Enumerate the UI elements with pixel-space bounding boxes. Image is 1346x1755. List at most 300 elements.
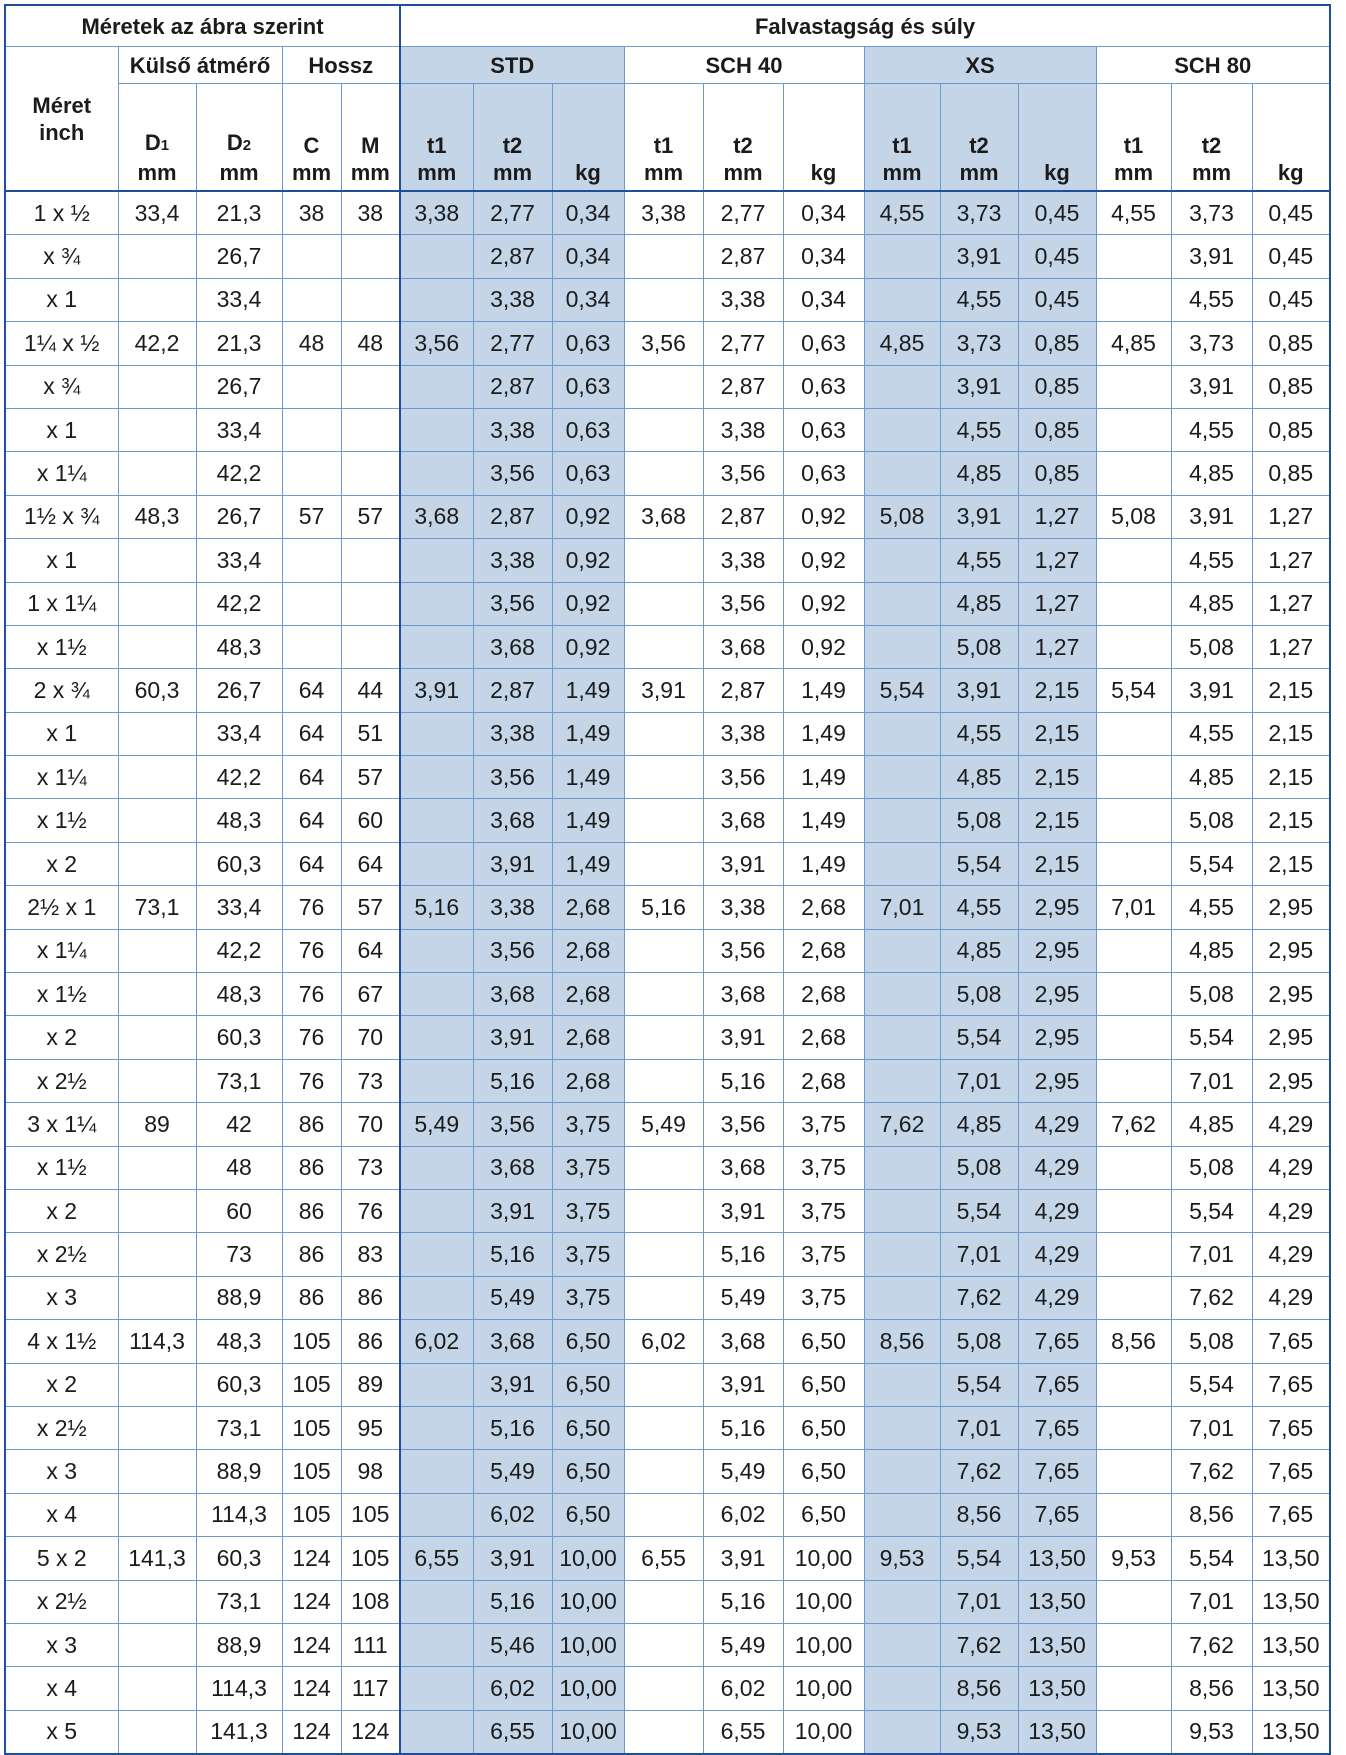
cell-sch80-kg: 1,27 bbox=[1252, 539, 1330, 582]
cell-xs-t1 bbox=[864, 235, 940, 278]
cell-xs-t2: 3,91 bbox=[940, 495, 1018, 538]
cell-sch40-kg: 0,63 bbox=[783, 322, 864, 365]
cell-size: x 3 bbox=[5, 1276, 118, 1319]
cell-std-t1 bbox=[400, 1363, 473, 1406]
cell-xs-t1 bbox=[864, 712, 940, 755]
cell-size: x 2½ bbox=[5, 1406, 118, 1449]
cell-sch40-t1 bbox=[624, 408, 703, 451]
table-row bbox=[5, 539, 1330, 582]
cell-std-t1 bbox=[400, 1406, 473, 1449]
cell-d1 bbox=[118, 1363, 196, 1406]
cell-std-t1 bbox=[400, 1016, 473, 1059]
cell-sch80-kg: 2,15 bbox=[1252, 712, 1330, 755]
cell-c: 76 bbox=[282, 973, 341, 1016]
cell-std-t1 bbox=[400, 1276, 473, 1319]
cell-std-kg: 0,63 bbox=[552, 452, 624, 495]
cell-xs-kg: 13,50 bbox=[1018, 1537, 1096, 1580]
cell-d2: 33,4 bbox=[196, 539, 282, 582]
cell-sch80-t2: 4,85 bbox=[1171, 929, 1252, 972]
cell-std-t2: 3,38 bbox=[473, 278, 552, 321]
cell-size: 4 x 1½ bbox=[5, 1320, 118, 1363]
cell-sch80-kg: 4,29 bbox=[1252, 1146, 1330, 1189]
cell-sch40-kg: 10,00 bbox=[783, 1537, 864, 1580]
cell-std-t1: 5,16 bbox=[400, 886, 473, 929]
cell-d1 bbox=[118, 539, 196, 582]
cell-xs-t2: 4,85 bbox=[940, 1103, 1018, 1146]
cell-sch80-t2: 5,54 bbox=[1171, 1363, 1252, 1406]
cell-sch80-t1 bbox=[1096, 842, 1171, 885]
cell-sch80-kg: 2,15 bbox=[1252, 669, 1330, 712]
cell-xs-t2: 4,85 bbox=[940, 582, 1018, 625]
cell-size: x 1¼ bbox=[5, 929, 118, 972]
cell-sch40-kg: 6,50 bbox=[783, 1363, 864, 1406]
table-row bbox=[5, 322, 1330, 365]
table-row bbox=[5, 365, 1330, 408]
cell-sch40-t2: 3,91 bbox=[703, 842, 783, 885]
cell-d1 bbox=[118, 842, 196, 885]
cell-sch40-t1 bbox=[624, 235, 703, 278]
cell-d1 bbox=[118, 1233, 196, 1276]
cell-d2: 48,3 bbox=[196, 625, 282, 668]
cell-d2: 42,2 bbox=[196, 452, 282, 495]
cell-sch80-kg: 2,95 bbox=[1252, 1016, 1330, 1059]
table-row bbox=[5, 973, 1330, 1016]
cell-m: 108 bbox=[341, 1580, 400, 1623]
table-row bbox=[5, 408, 1330, 451]
cell-sch40-t1 bbox=[624, 1406, 703, 1449]
cell-std-t2: 5,46 bbox=[473, 1623, 552, 1666]
cell-xs-t1 bbox=[864, 929, 940, 972]
cell-std-t1 bbox=[400, 1580, 473, 1623]
cell-size: 3 x 1¼ bbox=[5, 1103, 118, 1146]
cell-sch40-kg: 3,75 bbox=[783, 1146, 864, 1189]
cell-xs-t1: 5,08 bbox=[864, 495, 940, 538]
cell-sch80-t2: 3,91 bbox=[1171, 365, 1252, 408]
cell-xs-t1: 9,53 bbox=[864, 1537, 940, 1580]
cell-std-kg: 10,00 bbox=[552, 1667, 624, 1710]
cell-sch40-t1 bbox=[624, 712, 703, 755]
cell-std-t2: 2,87 bbox=[473, 365, 552, 408]
cell-sch80-kg: 2,95 bbox=[1252, 886, 1330, 929]
cell-m: 105 bbox=[341, 1493, 400, 1536]
cell-sch40-kg: 2,68 bbox=[783, 886, 864, 929]
cell-std-t2: 3,38 bbox=[473, 408, 552, 451]
cell-sch40-t2: 3,56 bbox=[703, 929, 783, 972]
cell-c: 57 bbox=[282, 495, 341, 538]
cell-d1 bbox=[118, 408, 196, 451]
cell-sch40-t2: 3,38 bbox=[703, 278, 783, 321]
cell-m: 44 bbox=[341, 669, 400, 712]
cell-m: 70 bbox=[341, 1103, 400, 1146]
table-row bbox=[5, 235, 1330, 278]
cell-std-t1 bbox=[400, 1623, 473, 1666]
cell-d2: 114,3 bbox=[196, 1493, 282, 1536]
cell-sch80-t1: 9,53 bbox=[1096, 1537, 1171, 1580]
cell-sch80-kg: 2,95 bbox=[1252, 1059, 1330, 1102]
cell-sch40-t2: 3,38 bbox=[703, 712, 783, 755]
cell-xs-t1 bbox=[864, 278, 940, 321]
cell-std-t1 bbox=[400, 1189, 473, 1232]
cell-sch80-t1 bbox=[1096, 1016, 1171, 1059]
cell-d1: 89 bbox=[118, 1103, 196, 1146]
cell-sch80-t1: 7,62 bbox=[1096, 1103, 1171, 1146]
cell-xs-t2: 7,62 bbox=[940, 1450, 1018, 1493]
cell-d2: 26,7 bbox=[196, 365, 282, 408]
cell-sch40-kg: 2,68 bbox=[783, 1059, 864, 1102]
cell-sch40-t1 bbox=[624, 452, 703, 495]
header-xs-t1: t1 mm bbox=[864, 84, 940, 192]
cell-d2: 60,3 bbox=[196, 1363, 282, 1406]
header-std-t2: t2 mm bbox=[473, 84, 552, 192]
cell-xs-t2: 4,55 bbox=[940, 278, 1018, 321]
cell-d1: 33,4 bbox=[118, 191, 196, 235]
cell-std-kg: 10,00 bbox=[552, 1580, 624, 1623]
table-row bbox=[5, 452, 1330, 495]
cell-sch80-t2: 7,62 bbox=[1171, 1450, 1252, 1493]
cell-m: 76 bbox=[341, 1189, 400, 1232]
cell-sch80-t1 bbox=[1096, 1580, 1171, 1623]
cell-std-kg: 2,68 bbox=[552, 1016, 624, 1059]
header-c: C mm bbox=[282, 84, 341, 192]
cell-xs-t2: 3,73 bbox=[940, 322, 1018, 365]
cell-sch80-t2: 3,91 bbox=[1171, 235, 1252, 278]
cell-size: 2½ x 1 bbox=[5, 886, 118, 929]
header-d2: D2 mm bbox=[196, 84, 282, 192]
cell-std-t2: 5,16 bbox=[473, 1406, 552, 1449]
cell-sch40-t2: 5,49 bbox=[703, 1623, 783, 1666]
cell-sch80-t2: 4,85 bbox=[1171, 1103, 1252, 1146]
cell-sch40-kg: 1,49 bbox=[783, 669, 864, 712]
cell-sch80-kg: 7,65 bbox=[1252, 1363, 1330, 1406]
cell-xs-t1 bbox=[864, 1146, 940, 1189]
cell-std-t1 bbox=[400, 929, 473, 972]
cell-d2: 60,3 bbox=[196, 842, 282, 885]
cell-m bbox=[341, 452, 400, 495]
cell-d2: 114,3 bbox=[196, 1667, 282, 1710]
cell-std-t1 bbox=[400, 625, 473, 668]
cell-xs-t1: 7,62 bbox=[864, 1103, 940, 1146]
cell-sch80-t2: 4,55 bbox=[1171, 539, 1252, 582]
cell-xs-kg: 0,85 bbox=[1018, 365, 1096, 408]
cell-sch80-kg: 7,65 bbox=[1252, 1406, 1330, 1449]
header-sch40-t1: t1 mm bbox=[624, 84, 703, 192]
table-row bbox=[5, 1667, 1330, 1710]
cell-xs-t1: 5,54 bbox=[864, 669, 940, 712]
cell-d2: 42 bbox=[196, 1103, 282, 1146]
cell-sch40-kg: 2,68 bbox=[783, 929, 864, 972]
cell-xs-kg: 0,45 bbox=[1018, 278, 1096, 321]
cell-xs-kg: 0,45 bbox=[1018, 191, 1096, 235]
cell-std-kg: 6,50 bbox=[552, 1320, 624, 1363]
cell-std-kg: 6,50 bbox=[552, 1406, 624, 1449]
header-std-kg: kg bbox=[552, 84, 624, 192]
cell-size: x 1 bbox=[5, 278, 118, 321]
cell-size: 1¼ x ½ bbox=[5, 322, 118, 365]
cell-size: x 1 bbox=[5, 539, 118, 582]
cell-sch80-t1 bbox=[1096, 1493, 1171, 1536]
cell-d1 bbox=[118, 712, 196, 755]
cell-sch80-t2: 5,54 bbox=[1171, 842, 1252, 885]
cell-xs-kg: 13,50 bbox=[1018, 1623, 1096, 1666]
cell-size: x 3 bbox=[5, 1450, 118, 1493]
cell-xs-t1 bbox=[864, 1059, 940, 1102]
table-row bbox=[5, 495, 1330, 538]
cell-std-t2: 3,68 bbox=[473, 1146, 552, 1189]
cell-std-kg: 1,49 bbox=[552, 669, 624, 712]
table-row bbox=[5, 1233, 1330, 1276]
cell-std-t2: 3,38 bbox=[473, 539, 552, 582]
cell-sch80-t2: 4,55 bbox=[1171, 886, 1252, 929]
cell-xs-t1: 8,56 bbox=[864, 1320, 940, 1363]
cell-c: 64 bbox=[282, 799, 341, 842]
cell-sch40-kg: 1,49 bbox=[783, 799, 864, 842]
cell-sch40-t1 bbox=[624, 1580, 703, 1623]
cell-xs-t2: 4,85 bbox=[940, 929, 1018, 972]
cell-sch40-kg: 10,00 bbox=[783, 1623, 864, 1666]
cell-sch80-kg: 0,45 bbox=[1252, 278, 1330, 321]
header-sch80-t2: t2 mm bbox=[1171, 84, 1252, 192]
cell-m: 48 bbox=[341, 322, 400, 365]
cell-std-t2: 2,87 bbox=[473, 495, 552, 538]
cell-d2: 42,2 bbox=[196, 929, 282, 972]
cell-c bbox=[282, 235, 341, 278]
cell-std-kg: 1,49 bbox=[552, 756, 624, 799]
cell-d1 bbox=[118, 1406, 196, 1449]
cell-size: x ¾ bbox=[5, 235, 118, 278]
cell-sch80-kg: 2,15 bbox=[1252, 799, 1330, 842]
cell-std-kg: 0,63 bbox=[552, 408, 624, 451]
cell-sch40-kg: 0,63 bbox=[783, 365, 864, 408]
cell-sch80-kg: 1,27 bbox=[1252, 625, 1330, 668]
cell-c: 38 bbox=[282, 191, 341, 235]
cell-size: x 2 bbox=[5, 1189, 118, 1232]
cell-d2: 60,3 bbox=[196, 1537, 282, 1580]
cell-sch80-kg: 1,27 bbox=[1252, 582, 1330, 625]
cell-sch40-t1 bbox=[624, 1146, 703, 1189]
header-size-unit: inch bbox=[39, 119, 85, 145]
cell-sch80-t2: 7,62 bbox=[1171, 1276, 1252, 1319]
cell-sch40-t2: 2,87 bbox=[703, 365, 783, 408]
table-row bbox=[5, 886, 1330, 929]
cell-c bbox=[282, 365, 341, 408]
cell-sch80-t2: 4,85 bbox=[1171, 756, 1252, 799]
cell-sch40-t2: 3,68 bbox=[703, 625, 783, 668]
cell-sch80-t1 bbox=[1096, 1233, 1171, 1276]
cell-std-t1 bbox=[400, 1233, 473, 1276]
cell-std-kg: 0,92 bbox=[552, 539, 624, 582]
cell-sch80-t1 bbox=[1096, 365, 1171, 408]
cell-std-t1 bbox=[400, 1667, 473, 1710]
cell-d2: 60,3 bbox=[196, 1016, 282, 1059]
table-row bbox=[5, 1493, 1330, 1536]
header-schedule-sch40: SCH 40 bbox=[624, 47, 864, 84]
cell-m: 73 bbox=[341, 1146, 400, 1189]
cell-size: x 1¼ bbox=[5, 756, 118, 799]
table-body bbox=[5, 191, 1330, 1754]
cell-size: x 1½ bbox=[5, 973, 118, 1016]
cell-sch80-t2: 3,73 bbox=[1171, 191, 1252, 235]
cell-d2: 21,3 bbox=[196, 191, 282, 235]
cell-std-kg: 10,00 bbox=[552, 1710, 624, 1754]
cell-sch40-t1: 5,49 bbox=[624, 1103, 703, 1146]
cell-sch80-t2: 5,54 bbox=[1171, 1016, 1252, 1059]
cell-std-t1: 3,38 bbox=[400, 191, 473, 235]
cell-d2: 73,1 bbox=[196, 1059, 282, 1102]
cell-xs-kg: 2,15 bbox=[1018, 669, 1096, 712]
cell-m: 86 bbox=[341, 1320, 400, 1363]
cell-sch40-kg: 6,50 bbox=[783, 1493, 864, 1536]
cell-d1 bbox=[118, 1667, 196, 1710]
cell-m: 51 bbox=[341, 712, 400, 755]
header-d1: D1 mm bbox=[118, 84, 196, 192]
cell-std-t1 bbox=[400, 973, 473, 1016]
cell-sch80-t1 bbox=[1096, 756, 1171, 799]
cell-m bbox=[341, 365, 400, 408]
cell-size: x 2 bbox=[5, 1016, 118, 1059]
cell-size: 5 x 2 bbox=[5, 1537, 118, 1580]
cell-d2: 48 bbox=[196, 1146, 282, 1189]
cell-std-t2: 6,02 bbox=[473, 1667, 552, 1710]
cell-size: 2 x ¾ bbox=[5, 669, 118, 712]
cell-d1 bbox=[118, 929, 196, 972]
cell-sch40-t1 bbox=[624, 1493, 703, 1536]
cell-std-t1 bbox=[400, 799, 473, 842]
cell-size: x 5 bbox=[5, 1710, 118, 1754]
cell-sch40-kg: 0,34 bbox=[783, 191, 864, 235]
cell-sch80-t1: 4,55 bbox=[1096, 191, 1171, 235]
cell-d2: 33,4 bbox=[196, 712, 282, 755]
table-row bbox=[5, 1103, 1330, 1146]
cell-d1: 114,3 bbox=[118, 1320, 196, 1363]
cell-std-t2: 3,91 bbox=[473, 1537, 552, 1580]
cell-sch40-t2: 5,16 bbox=[703, 1059, 783, 1102]
cell-d1 bbox=[118, 625, 196, 668]
cell-d2: 88,9 bbox=[196, 1623, 282, 1666]
cell-std-t2: 3,68 bbox=[473, 625, 552, 668]
cell-sch40-kg: 6,50 bbox=[783, 1450, 864, 1493]
cell-std-t1 bbox=[400, 1493, 473, 1536]
cell-sch40-kg: 0,92 bbox=[783, 625, 864, 668]
cell-sch40-kg: 10,00 bbox=[783, 1580, 864, 1623]
cell-sch80-t2: 5,54 bbox=[1171, 1189, 1252, 1232]
cell-sch80-t1 bbox=[1096, 1450, 1171, 1493]
cell-std-t1 bbox=[400, 582, 473, 625]
cell-d1 bbox=[118, 1016, 196, 1059]
cell-sch40-t1: 3,38 bbox=[624, 191, 703, 235]
cell-sch80-t2: 5,54 bbox=[1171, 1537, 1252, 1580]
table-header bbox=[5, 5, 1330, 191]
cell-size: x 2½ bbox=[5, 1233, 118, 1276]
cell-sch80-t1 bbox=[1096, 278, 1171, 321]
cell-d2: 48,3 bbox=[196, 1320, 282, 1363]
cell-size: x 1¼ bbox=[5, 452, 118, 495]
cell-sch80-t2: 5,08 bbox=[1171, 973, 1252, 1016]
cell-sch40-t1 bbox=[624, 1189, 703, 1232]
cell-sch80-t1 bbox=[1096, 1710, 1171, 1754]
cell-std-kg: 0,63 bbox=[552, 322, 624, 365]
cell-d2: 60 bbox=[196, 1189, 282, 1232]
cell-size: x 1½ bbox=[5, 625, 118, 668]
cell-xs-kg: 2,15 bbox=[1018, 842, 1096, 885]
header-length: Hossz bbox=[282, 47, 400, 84]
cell-sch80-kg: 2,15 bbox=[1252, 756, 1330, 799]
cell-m: 95 bbox=[341, 1406, 400, 1449]
cell-c: 105 bbox=[282, 1363, 341, 1406]
cell-sch80-t1: 7,01 bbox=[1096, 886, 1171, 929]
cell-xs-kg: 2,95 bbox=[1018, 886, 1096, 929]
cell-std-kg: 0,92 bbox=[552, 582, 624, 625]
cell-sch80-t1 bbox=[1096, 1059, 1171, 1102]
cell-sch80-kg: 0,85 bbox=[1252, 408, 1330, 451]
cell-std-t1 bbox=[400, 278, 473, 321]
cell-std-t2: 3,91 bbox=[473, 1363, 552, 1406]
cell-sch40-kg: 0,63 bbox=[783, 408, 864, 451]
cell-xs-t2: 5,08 bbox=[940, 1146, 1018, 1189]
cell-sch80-t1 bbox=[1096, 929, 1171, 972]
cell-std-t2: 2,77 bbox=[473, 191, 552, 235]
cell-m: 73 bbox=[341, 1059, 400, 1102]
cell-xs-t2: 4,85 bbox=[940, 452, 1018, 495]
cell-d2: 33,4 bbox=[196, 278, 282, 321]
cell-size: x 2 bbox=[5, 1363, 118, 1406]
header-schedule-xs: XS bbox=[864, 47, 1096, 84]
cell-sch40-t2: 3,56 bbox=[703, 582, 783, 625]
cell-std-t2: 2,87 bbox=[473, 669, 552, 712]
cell-std-kg: 6,50 bbox=[552, 1493, 624, 1536]
cell-std-t2: 2,87 bbox=[473, 235, 552, 278]
cell-xs-t1 bbox=[864, 799, 940, 842]
cell-sch40-t1: 3,56 bbox=[624, 322, 703, 365]
cell-xs-t2: 7,01 bbox=[940, 1233, 1018, 1276]
cell-sch80-t1 bbox=[1096, 799, 1171, 842]
cell-d1: 73,1 bbox=[118, 886, 196, 929]
cell-sch80-kg: 0,85 bbox=[1252, 365, 1330, 408]
cell-size: 1 x ½ bbox=[5, 191, 118, 235]
table-row bbox=[5, 191, 1330, 235]
table-row bbox=[5, 1363, 1330, 1406]
cell-xs-kg: 7,65 bbox=[1018, 1450, 1096, 1493]
cell-std-t1 bbox=[400, 756, 473, 799]
cell-std-t2: 3,91 bbox=[473, 1189, 552, 1232]
cell-std-kg: 2,68 bbox=[552, 973, 624, 1016]
cell-std-kg: 2,68 bbox=[552, 1059, 624, 1102]
cell-std-t2: 3,38 bbox=[473, 886, 552, 929]
table-row bbox=[5, 1580, 1330, 1623]
cell-sch40-kg: 6,50 bbox=[783, 1406, 864, 1449]
cell-sch40-t2: 3,68 bbox=[703, 973, 783, 1016]
cell-std-t1 bbox=[400, 1059, 473, 1102]
cell-std-t2: 3,91 bbox=[473, 1016, 552, 1059]
table-row bbox=[5, 1623, 1330, 1666]
cell-sch40-t1 bbox=[624, 278, 703, 321]
cell-sch80-t2: 4,55 bbox=[1171, 408, 1252, 451]
cell-sch40-t2: 5,16 bbox=[703, 1233, 783, 1276]
cell-std-kg: 10,00 bbox=[552, 1623, 624, 1666]
cell-c bbox=[282, 582, 341, 625]
cell-std-kg: 1,49 bbox=[552, 712, 624, 755]
cell-sch80-t2: 8,56 bbox=[1171, 1493, 1252, 1536]
cell-d2: 26,7 bbox=[196, 669, 282, 712]
cell-std-t2: 3,56 bbox=[473, 756, 552, 799]
cell-std-t2: 3,56 bbox=[473, 1103, 552, 1146]
cell-xs-t2: 4,85 bbox=[940, 756, 1018, 799]
cell-xs-t2: 7,01 bbox=[940, 1059, 1018, 1102]
cell-xs-t2: 5,54 bbox=[940, 1363, 1018, 1406]
cell-std-kg: 6,50 bbox=[552, 1450, 624, 1493]
cell-xs-t1: 7,01 bbox=[864, 886, 940, 929]
table-row bbox=[5, 1146, 1330, 1189]
pipe-reducer-table-container bbox=[4, 4, 1331, 1755]
